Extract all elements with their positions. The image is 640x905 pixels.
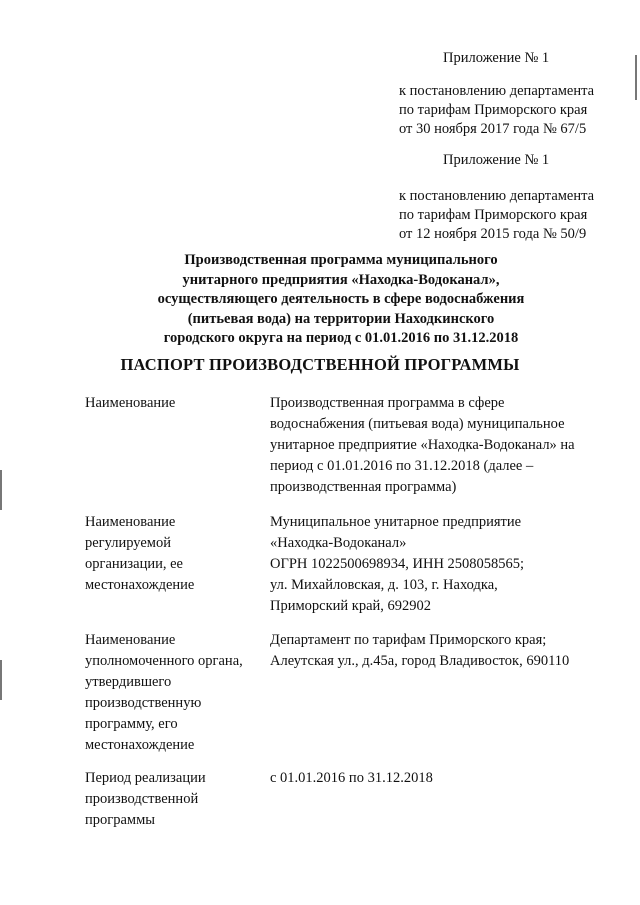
- heading-line: осуществляющего деятельность в сфере водоснабжения: [157, 291, 525, 308]
- appendix-line: по тарифам Приморского края: [399, 102, 588, 118]
- row-label-period: Период реализации производственной программы: [85, 770, 206, 828]
- appendix-title: Приложение № 1: [443, 50, 550, 66]
- appendix-line: по тарифам Приморского края: [399, 207, 588, 223]
- heading-line: Производственная программа муниципального: [184, 252, 498, 268]
- row-label-organization: Наименование регулируемой организации, ее местонахождение: [85, 514, 195, 593]
- program-heading: [120, 251, 562, 349]
- scan-edge-mark: [635, 55, 637, 100]
- scan-edge-mark: [0, 660, 2, 700]
- row-value-authority: Департамент по тарифам Приморского края; Алеутская ул., д.45а, город Владивосток, 690110: [270, 632, 570, 669]
- heading-line: унитарного предприятия «Находка-Водоканал»,: [182, 271, 500, 288]
- appendix-line: от 12 ноября 2015 года № 50/9: [399, 226, 587, 242]
- row-label-name: Наименование: [85, 395, 176, 411]
- scan-edge-mark: [0, 470, 2, 510]
- row-value-organization: Муниципальное унитарное предприятие «Находка-Водоканал» ОГРН 1022500698934, ИНН 2508058565; ул. Михайловская, д. 103, г. Находка, Приморский край, 692902: [270, 514, 525, 614]
- appendix-line: к постановлению департамента: [399, 188, 595, 204]
- appendix-line: к постановлению департамента: [399, 83, 595, 99]
- passport-title: ПАСПОРТ ПРОИЗВОДСТВЕННОЙ ПРОГРАММЫ: [120, 355, 520, 374]
- heading-line: (питьевая вода) на территории Находкинского: [187, 310, 495, 327]
- row-label-authority: Наименование уполномоченного органа, утвердившего производственную программу, его местонахождение: [85, 632, 243, 753]
- appendix-title: Приложение № 1: [443, 152, 550, 168]
- row-value-period: с 01.01.2016 по 31.12.2018: [270, 770, 433, 786]
- row-value-name: Производственная программа в сфере водоснабжения (питьевая вода) муниципальное унитарное предприятие «Находка-Водоканал» на период с 01.01.2016 по 31.12.2018 (далее – производственная программа): [270, 395, 575, 495]
- appendix-line: от 30 ноября 2017 года № 67/5: [399, 121, 587, 137]
- heading-line: городского округа на период с 01.01.2016 по 31.12.2018: [163, 330, 519, 347]
